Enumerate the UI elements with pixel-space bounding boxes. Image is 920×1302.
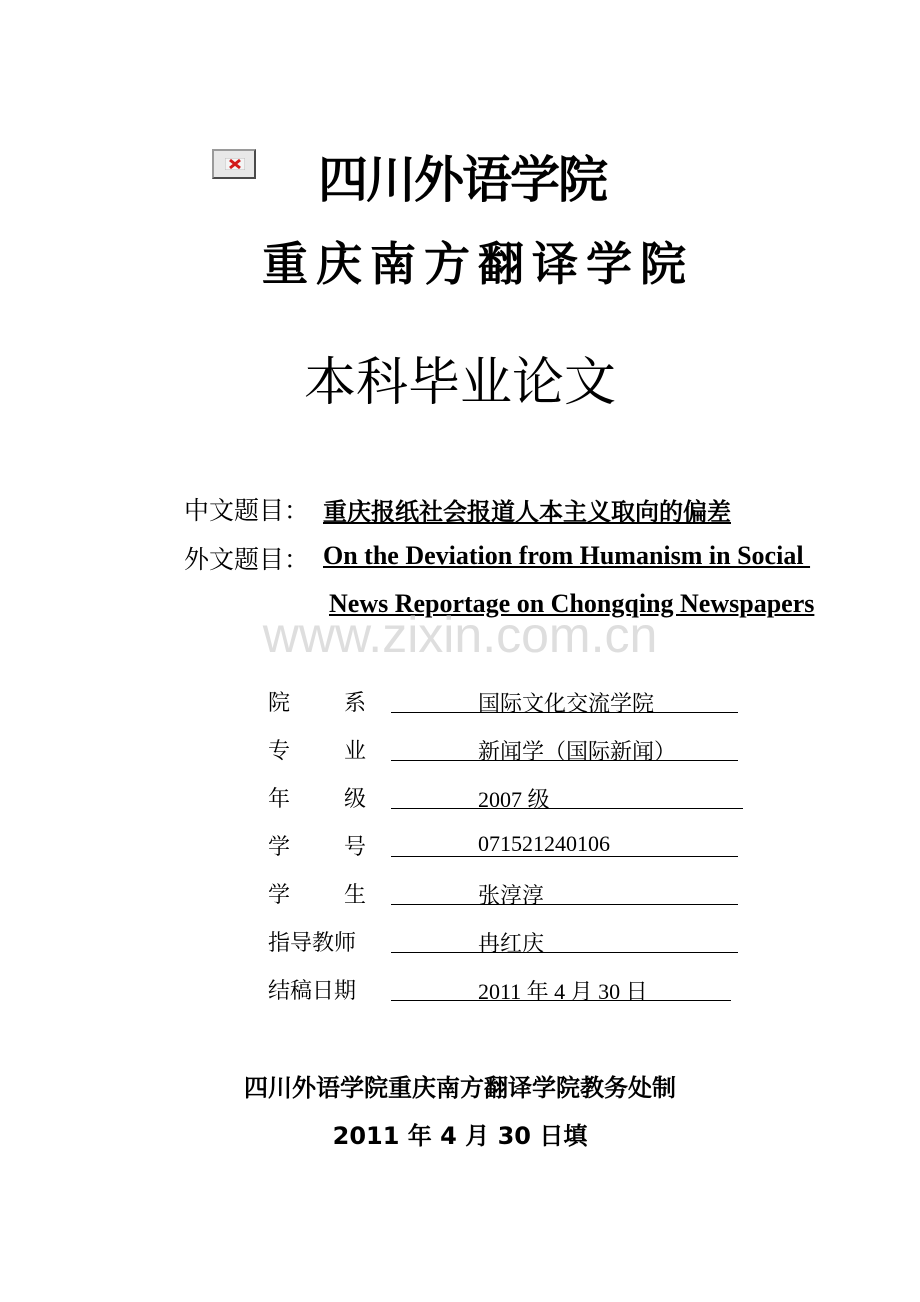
watermark: www.zixin.com.cn (262, 607, 658, 663)
foreign-title-label: 外文题目： (184, 545, 310, 574)
field-label-char: 指导教师 (268, 931, 357, 956)
foreign-title-line-2: News Reportage on Chongqing Newspapers (329, 589, 815, 618)
broken-image-icon (225, 158, 245, 170)
field-value: 新闻学（国际新闻） (478, 739, 677, 764)
document-type-title: 本科毕业论文 (303, 353, 616, 413)
field-value: 张淳淳 (478, 883, 545, 908)
chinese-title-label: 中文题目： (184, 496, 310, 525)
school-name-primary: 四川外语学院 (318, 150, 606, 209)
field-label-char: 级 (343, 787, 366, 812)
field-label-char: 结稿日期 (268, 979, 357, 1004)
field-label-char: 学 (268, 883, 291, 908)
field-label (268, 734, 366, 765)
field-value: 国际文化交流学院 (478, 691, 655, 716)
field-label-char: 年 (268, 787, 291, 812)
chinese-title: 重庆报纸社会报道人本主义取向的偏差 (323, 498, 731, 526)
field-label (268, 926, 366, 957)
field-value: 冉红庆 (478, 931, 545, 956)
field-label (268, 830, 366, 861)
school-name-secondary: 重庆南方翻译学院 (262, 237, 694, 291)
field-underline (391, 784, 743, 809)
issuer-line: 四川外语学院重庆南方翻译学院教务处制 (244, 1074, 676, 1102)
field-label (268, 782, 366, 813)
foreign-title-line-1: On the Deviation from Humanism in Social (323, 541, 811, 570)
field-label-char: 号 (343, 835, 366, 860)
field-value: 071521240106 (478, 831, 610, 856)
field-underline (391, 928, 738, 953)
field-value: 2011 年 4 月 30 日 (478, 979, 648, 1004)
field-label-char: 专 (268, 739, 291, 764)
field-label (268, 686, 366, 717)
field-label-char: 系 (343, 691, 366, 716)
broken-image-placeholder (212, 149, 256, 179)
field-label-char: 院 (268, 691, 291, 716)
field-label-char: 业 (343, 739, 366, 764)
field-label-char: 生 (343, 883, 366, 908)
field-label-char: 学 (268, 835, 291, 860)
field-value: 2007 级 (478, 787, 550, 812)
fill-date-line: 2011 年 4 月 30 日填 (332, 1122, 588, 1150)
field-underline (391, 880, 738, 905)
field-label (268, 878, 366, 909)
field-label (268, 974, 366, 1005)
